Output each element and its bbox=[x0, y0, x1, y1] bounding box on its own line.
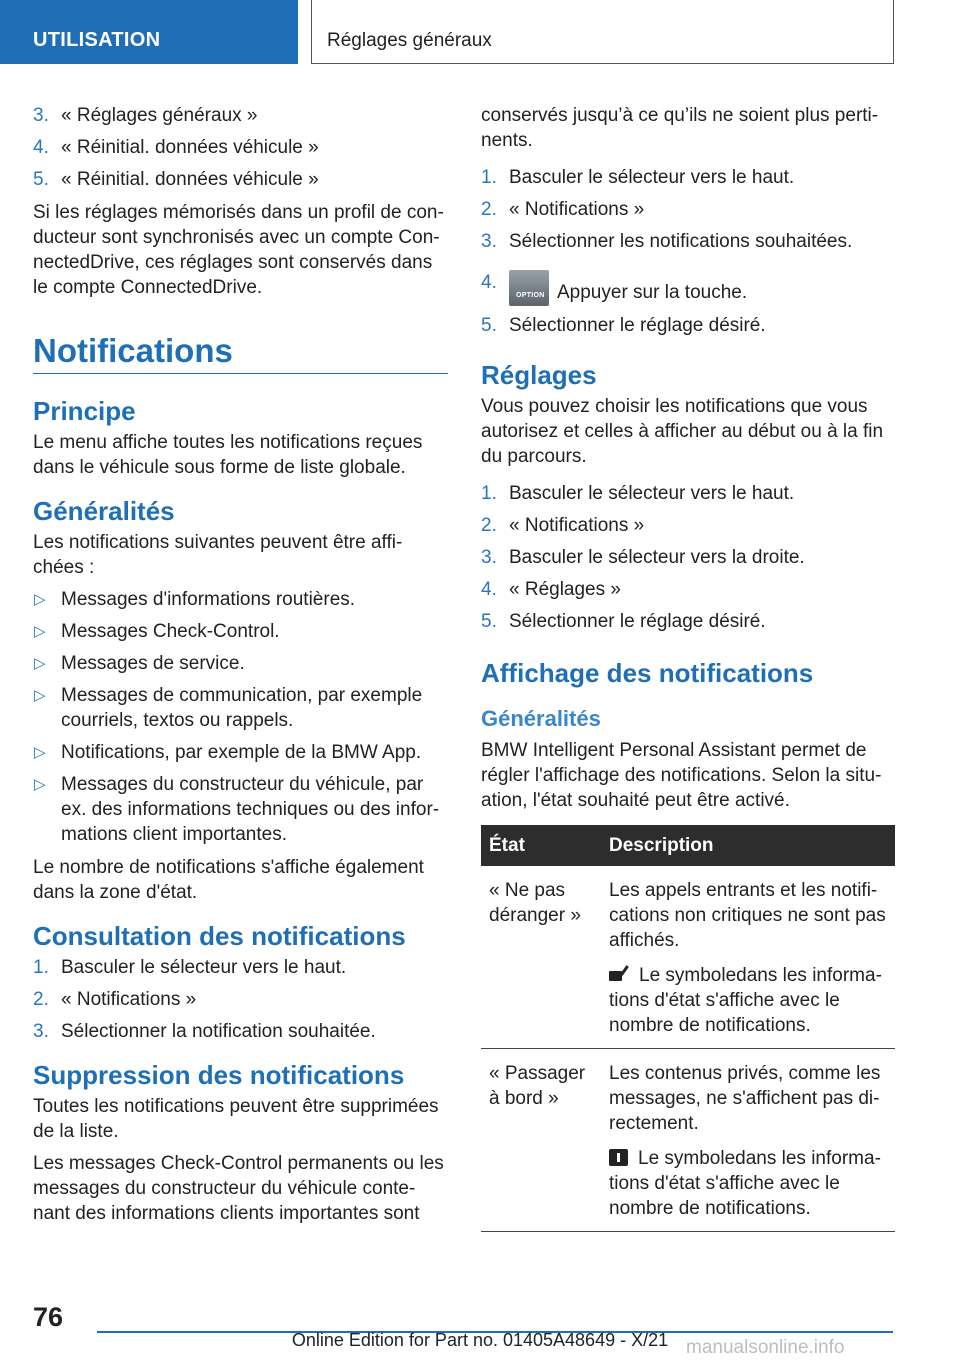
right-column bbox=[481, 103, 895, 1232]
top-steps bbox=[33, 103, 448, 192]
footer-edition: Online Edition for Part no. 01405A48649 - X/21 bbox=[291, 1330, 669, 1350]
list-item: 2. « Notifications » bbox=[481, 515, 645, 536]
table-header-row bbox=[481, 825, 895, 866]
passenger-icon bbox=[609, 1149, 628, 1166]
paragraph: Si les réglages mémorisés dans un profil de con-ducteur sont synchronisés avec un compte Con-nectedDrive, ces réglages sont conservés dans le compte ConnectedDrive. bbox=[33, 202, 444, 298]
table-header: Description bbox=[601, 825, 895, 866]
paragraph: Les notifications suivantes peuvent être affi-chées : bbox=[33, 532, 403, 578]
table-row bbox=[481, 866, 895, 1049]
list-item: ▷ Messages du constructeur du véhicule, par ex. des informations techniques ou des infor-mations client importantes. bbox=[34, 774, 440, 845]
list-item: ▷ Messages de communication, par exemple courriels, textos ou rappels. bbox=[34, 685, 423, 731]
list-item: 1. Basculer le sélecteur vers le haut. bbox=[33, 957, 347, 978]
triangle-bullet-icon: ▷ bbox=[34, 687, 46, 704]
left-column bbox=[33, 103, 448, 1233]
list-item: 4. « Réinitial. données véhicule » bbox=[33, 137, 319, 158]
chapter-title: Réglages généraux bbox=[327, 30, 492, 51]
table-cell: Les contenus privés, comme les messages, ne s'affichent pas di-rectement. Le symboledans les informa-tions d'état s'affiche avec le nombre de notifications. bbox=[601, 1049, 895, 1232]
heading-principe: Principe bbox=[33, 396, 136, 426]
table-cell: Les appels entrants et les notifi-cations non critiques ne sont pas affichés. Le symboledans les informa-tions d'état s'affiche avec le nombre de notifications. bbox=[601, 866, 895, 1049]
bullet-list bbox=[33, 587, 448, 847]
table-row bbox=[481, 1049, 895, 1232]
list-item: 3. Basculer le sélecteur vers la droite. bbox=[481, 547, 805, 568]
list-item: ▷ Messages d'informations routières. bbox=[34, 589, 356, 610]
paragraph: Les messages Check-Control permanents ou les messages du constructeur du véhicule conte-nant des informations clients importantes sont bbox=[33, 1153, 444, 1224]
paragraph: Le menu affiche toutes les notifications reçues dans le véhicule sous forme de liste globale. bbox=[33, 432, 423, 478]
list-item: 1. Basculer le sélecteur vers le haut. bbox=[481, 167, 795, 188]
heading-affichage: Affichage des notifications bbox=[481, 658, 814, 688]
list-item: ▷ Messages de service. bbox=[34, 653, 245, 674]
paragraph: Toutes les notifications peuvent être supprimées de la liste. bbox=[33, 1096, 439, 1142]
triangle-bullet-icon: ▷ bbox=[34, 744, 46, 761]
list-item: 5. Sélectionner le réglage désiré. bbox=[481, 611, 766, 632]
consult-steps bbox=[33, 955, 448, 1044]
header-section bbox=[0, 0, 298, 64]
heading-generalites: Généralités bbox=[33, 496, 175, 526]
table-header: État bbox=[481, 825, 601, 866]
table-cell: « Ne pas déranger » bbox=[481, 866, 601, 1049]
paragraph: Le nombre de notifications s'affiche également dans la zone d'état. bbox=[33, 857, 424, 903]
option-button-icon: OPTION bbox=[509, 270, 549, 306]
heading-consultation: Consultation des notifications bbox=[33, 921, 406, 951]
list-item: 5. Sélectionner le réglage désiré. bbox=[481, 315, 766, 336]
steps-list-1 bbox=[481, 165, 895, 338]
list-item: 2. « Notifications » bbox=[33, 989, 197, 1010]
steps-list-2 bbox=[481, 481, 895, 634]
list-item: 2. « Notifications » bbox=[481, 199, 645, 220]
heading-generalites-2: Généralités bbox=[481, 706, 601, 731]
list-item: 4. « Réglages » bbox=[481, 579, 621, 600]
list-item: 3. « Réglages généraux » bbox=[33, 105, 258, 126]
triangle-bullet-icon: ▷ bbox=[34, 776, 46, 793]
section-title: UTILISATION bbox=[33, 29, 161, 51]
watermark: manualsonline.info bbox=[686, 1337, 845, 1358]
table-cell: « Passager à bord » bbox=[481, 1049, 601, 1232]
list-item: ▷ Notifications, par exemple de la BMW App. bbox=[34, 742, 422, 763]
triangle-bullet-icon: ▷ bbox=[34, 623, 46, 640]
list-item: 5. « Réinitial. données véhicule » bbox=[33, 169, 319, 190]
status-table bbox=[481, 825, 895, 1232]
heading-reglages: Réglages bbox=[481, 360, 597, 390]
header-chapter bbox=[311, 0, 894, 64]
heading-suppression: Suppression des notifications bbox=[33, 1060, 405, 1090]
paragraph: BMW Intelligent Personal Assistant permet de régler l'affichage des notifications. Selon la situ-ation, l'état souhaité peut être activé. bbox=[481, 740, 882, 811]
page-number: 76 bbox=[33, 1302, 64, 1332]
list-item: ▷ Messages Check-Control. bbox=[34, 621, 280, 642]
list-item: 3. Sélectionner la notification souhaitée. bbox=[33, 1021, 376, 1042]
heading-notifications: Notifications bbox=[33, 331, 448, 374]
do-not-disturb-icon bbox=[609, 965, 629, 983]
list-item: 3. Sélectionner les notifications souhaitées. bbox=[481, 231, 853, 252]
list-item: 4. OPTION Appuyer sur la touche. bbox=[481, 270, 895, 306]
triangle-bullet-icon: ▷ bbox=[34, 655, 46, 672]
triangle-bullet-icon: ▷ bbox=[34, 591, 46, 608]
paragraph: conservés jusqu’à ce qu’ils ne soient plus perti-nents. bbox=[481, 105, 879, 151]
paragraph: Vous pouvez choisir les notifications que vous autorisez et celles à afficher au début ou à la fin du parcours. bbox=[481, 396, 884, 467]
list-item: 1. Basculer le sélecteur vers le haut. bbox=[481, 483, 795, 504]
